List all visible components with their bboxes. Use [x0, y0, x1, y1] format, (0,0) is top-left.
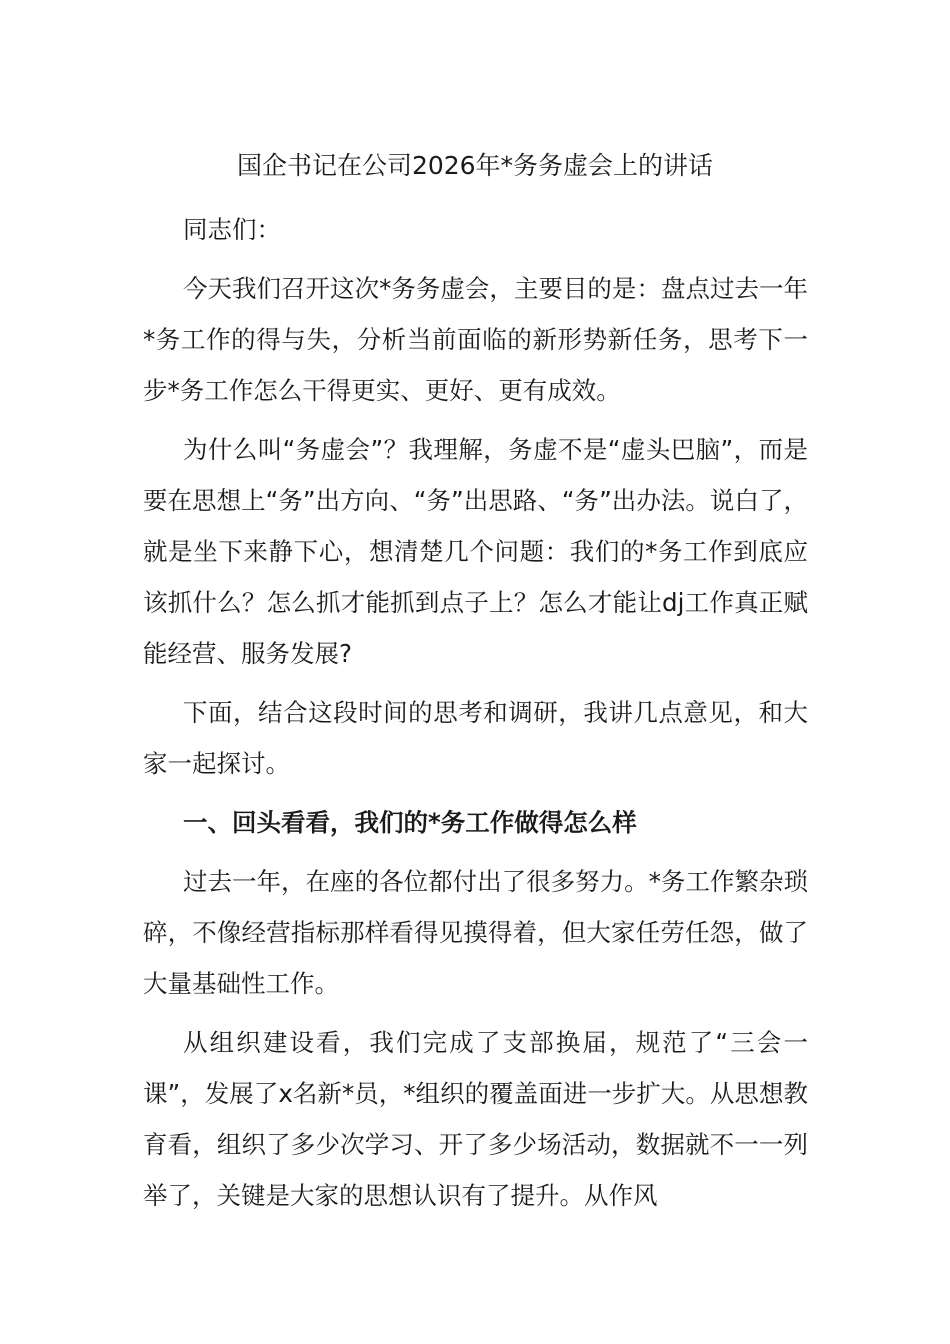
greeting: 同志们：	[183, 215, 281, 244]
paragraph-purpose: 今天我们召开这次*务务虚会，主要目的是：盘点过去一年*务工作的得与失，分析当前面临的新形势新任务，思考下一步*务工作怎么干得更实、更好、更有成效。	[143, 274, 808, 405]
document-title: 国企书记在公司2026年*务务虚会上的讲话	[236, 151, 714, 180]
section-heading-1: 一、回头看看，我们的*务工作做得怎么样	[183, 808, 637, 837]
paragraph-intro-points: 下面，结合这段时间的思考和调研，我讲几点意见，和大家一起探讨。	[143, 698, 808, 778]
document-body	[143, 204, 808, 1229]
paragraph-past-year: 过去一年，在座的各位都付出了很多努力。*务工作繁杂琐碎，不像经营指标那样看得见摸得着，但大家任劳任怨，做了大量基础性工作。	[143, 867, 808, 998]
paragraph-organization: 从组织建设看，我们完成了支部换届，规范了“三会一课”，发展了x名新*员，*组织的覆盖面进一步扩大。从思想教育看，组织了多少次学习、开了多少场活动，数据就不一一列举了，关键是大家的思想认识有了提升。从作风	[143, 1028, 808, 1210]
paragraph-why-wuxu: 为什么叫“务虚会”？我理解，务虚不是“虚头巴脑”，而是要在思想上“务”出方向、“务”出思路、“务”出办法。说白了，就是坐下来静下心，想清楚几个问题：我们的*务工作到底应该抓什么？怎么抓才能抓到点子上？怎么才能让dj工作真正赋能经营、服务发展?	[143, 435, 808, 668]
